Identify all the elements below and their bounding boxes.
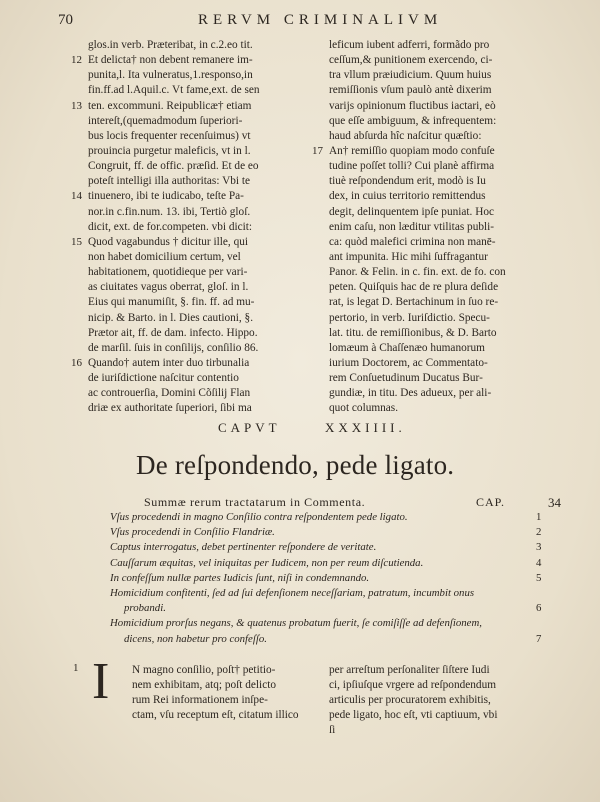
text-line	[71, 53, 328, 68]
summary-item-text: Vſus procedendi in magno Conſilio contra reſpondentem pede ligato.	[110, 511, 408, 523]
line-text: dex, in cuius territorio remittendus	[329, 190, 486, 203]
body-line: ctam, vſu receptum eſt, citatum illico	[132, 709, 299, 722]
body-line: ci, ipſiuſque vrgere ad reſpondendum	[329, 679, 496, 692]
summary-item-text: probandi.	[124, 602, 166, 615]
page-header	[58, 12, 548, 34]
text-line	[329, 386, 569, 401]
body-line: ſi	[329, 724, 336, 737]
line-text: punita,l. Ita vulneratus,1.responso,in	[88, 69, 253, 82]
line-text: remiſſionis vſum paulò antè dixerim	[329, 84, 492, 97]
line-text: intereſt,(quemadmodum ſuperiori-	[88, 114, 243, 127]
paragraph-marker: 1	[73, 662, 79, 674]
summary-item	[88, 541, 558, 556]
body-line: nem exhibitam, atq; poſt delicto	[132, 679, 277, 692]
margin-number: 14	[71, 190, 82, 203]
line-text: lat. titu. de remiſſionibus, & D. Barto	[329, 326, 497, 339]
text-line	[329, 401, 569, 416]
summary-item	[88, 557, 558, 572]
summary-item-number: 2	[536, 526, 542, 539]
line-text: nicip. & Barto. in l. Dies cautioni, §.	[88, 311, 254, 324]
text-line	[88, 220, 328, 235]
text-line	[329, 99, 569, 114]
line-text: iurium Doctorem, ac Commentato-	[329, 356, 488, 369]
drop-capital: I	[92, 653, 110, 710]
summary-item-text: In confeſſum nullæ partes Iudicis ſunt, niſi in condemnando.	[110, 571, 370, 584]
text-line	[71, 235, 328, 250]
summary-item	[88, 511, 558, 526]
text-line	[329, 326, 569, 341]
summary-item-number: 4	[536, 556, 542, 569]
text-line	[88, 114, 328, 129]
text-line	[329, 68, 569, 83]
margin-number: 16	[71, 356, 82, 369]
summary-item	[88, 617, 558, 632]
text-line	[329, 341, 569, 356]
text-line	[329, 38, 569, 53]
line-text: Prætor ait, ff. de dam. infecto. Hippo.	[88, 326, 258, 339]
summary-item-number: 6	[536, 602, 542, 615]
line-text: tra vllum præiudicium. Quum huius	[329, 69, 492, 82]
body-right-column	[329, 663, 559, 738]
line-text: non habet domicilium certum, vel	[88, 250, 241, 263]
summary-item	[88, 572, 558, 587]
text-line	[329, 235, 569, 250]
line-text: de iuriſdictione naſcitur contentio	[88, 372, 239, 385]
line-text: peten. Quiſquis hac de re plura deſide	[329, 281, 499, 294]
text-line	[329, 129, 569, 144]
body-line: pede ligato, hoc eſt, vti captiuum, vbi	[329, 709, 498, 722]
summary-item-text: Vſus procedendi in Conſilio Flandriæ.	[110, 526, 275, 539]
body-line: rum Rei informationem inſpe-	[132, 694, 268, 707]
chapter-title: De reſpondendo, pede ligato.	[136, 450, 455, 480]
summary-item-text: Homicidium confitenti, ſed ad ſui defenſionem neceſſariam, patratum, incumbit onus	[110, 586, 475, 599]
summary-item	[88, 526, 558, 541]
text-line	[329, 205, 569, 220]
line-text: que eſſe ambiguum, & infrequentem:	[329, 114, 497, 127]
text-line	[329, 159, 569, 174]
line-text: nor.in c.fin.num. 13. ibi, Tertiò gloſ.	[88, 205, 251, 218]
text-line	[71, 189, 328, 204]
text-line	[329, 356, 569, 371]
summary-item-text: Captus interrogatus, debet pertinenter reſpondere de veritate.	[110, 541, 377, 554]
text-line	[88, 205, 328, 220]
margin-number: 12	[71, 54, 82, 67]
text-line	[88, 341, 328, 356]
line-text: dicit, ext. de for.competen. vbi dicit:	[88, 220, 253, 233]
text-line	[329, 220, 569, 235]
line-text: varijs opinionum fluctibus iactari, eò	[329, 99, 496, 112]
line-text: ac controuerſia, Domini Cõſilij Flan	[88, 387, 251, 400]
text-line	[88, 311, 328, 326]
summary-item-number: 5	[536, 571, 542, 584]
text-line	[88, 159, 328, 174]
line-text: An† remiſſio quopiam modo confuſe	[329, 144, 495, 157]
line-text: pertorio, in verb. Iuriſdictio. Specu-	[329, 311, 490, 324]
line-text: gundiæ, in titu. Des adueux, per ali-	[329, 387, 492, 400]
line-text: Quando† autem inter duo tirbunalia	[88, 356, 250, 369]
line-text: leficum iubent adferri, formãdo pro	[329, 39, 490, 51]
text-line	[329, 174, 569, 189]
line-text: enim caſu, non læditur vtilitas publi-	[329, 220, 495, 233]
summary-label: Summæ rerum tractatarum in Commenta.	[144, 495, 366, 509]
line-text: fin.ff.ad l.Aquil.c. Vt fame,ext. de sen	[88, 84, 260, 97]
text-line	[71, 99, 328, 114]
summary-cap-label: CAP.	[476, 495, 506, 509]
summary-item	[88, 587, 558, 602]
text-line	[88, 371, 328, 386]
line-text: Quod vagabundus † dicitur ille, qui	[88, 235, 249, 248]
body-left-column	[88, 663, 318, 723]
summary-item	[88, 602, 558, 617]
text-line	[329, 53, 569, 68]
body-line: articulis per procuratorem exhibitis,	[329, 694, 491, 707]
text-line	[88, 386, 328, 401]
line-text: tinuenero, ibi te iudicabo, teſte Pa-	[88, 190, 244, 203]
line-text: lomæum à Chaſſenæo humanorum	[329, 341, 485, 354]
summary-list	[88, 511, 558, 648]
line-text: Panor. & Felin. in c. fin. ext. de fo. con	[329, 266, 506, 279]
line-text: ten. excommuni. Reipublicæ† etiam	[88, 99, 252, 112]
text-line	[88, 326, 328, 341]
text-line	[329, 280, 569, 295]
text-line	[88, 68, 328, 83]
text-line	[88, 265, 328, 280]
body-line: N magno conſilio, poſt† petitio-	[132, 664, 276, 676]
chapter-label: CAPVT	[218, 420, 281, 435]
text-line	[88, 38, 328, 53]
summary-item-number: 1	[536, 511, 542, 523]
text-line	[329, 83, 569, 98]
text-line	[88, 295, 328, 310]
line-text: driæ ex authoritate ſuperiori, ſibi ma	[88, 402, 252, 415]
text-line	[329, 311, 569, 326]
line-text: habitationem, quotidieque per vari-	[88, 266, 248, 279]
line-text: tudine poſſet tolli? Cui planè affirma	[329, 160, 495, 173]
line-text: tiuè reſpondendum erit, modò is Iu	[329, 175, 486, 188]
line-text: prouincia purgetur maleficis, vt in l.	[88, 144, 251, 157]
running-title: RERVM CRIMINALIVM	[198, 12, 443, 28]
line-text: bus locis frequenter recenſuimus) vt	[88, 129, 251, 142]
line-text: de marſil. ſuis in conſilijs, conſilio 86.	[88, 341, 259, 354]
text-line	[88, 144, 328, 159]
line-text: ceſſum,& punitionem exercendo, ci-	[329, 54, 493, 67]
line-text: ca: quòd malefici crimina non manē-	[329, 235, 496, 248]
summary-item	[88, 633, 558, 648]
text-line	[329, 250, 569, 265]
line-text: haud abſurda hîc naſcitur quæſtio:	[329, 129, 482, 142]
right-column	[312, 38, 569, 417]
margin-number: 15	[71, 235, 82, 248]
line-text: Eius qui manumiſit, §. fin. ff. ad mu-	[88, 296, 255, 309]
line-text: ant impunita. Hic mihi ſuffragantur	[329, 250, 488, 263]
summary-header	[88, 495, 568, 511]
text-line	[329, 114, 569, 129]
summary-cap-number: 34	[548, 495, 561, 510]
margin-number: 13	[71, 99, 82, 112]
chapter-number: XXXIIII.	[325, 420, 406, 435]
text-line	[329, 371, 569, 386]
summary-item-text: Cauſſarum æquitas, vel iniquitas per Iudicem, non per reum diſcutienda.	[110, 556, 424, 569]
summary-item-number: 3	[536, 541, 542, 554]
summary-item-text: Homicidium prorſus negans, & quatenus probatum fuerit, ſe comiſiſſe ad defenſionem,	[110, 617, 482, 630]
text-line	[88, 280, 328, 295]
summary-item-text: dicens, non habetur pro confeſſo.	[124, 632, 267, 645]
text-line	[88, 250, 328, 265]
body-line: per arreſtum perſonaliter ſiſtere Iudi	[329, 664, 490, 676]
text-line	[88, 83, 328, 98]
text-line	[88, 401, 328, 416]
text-line	[312, 144, 569, 159]
margin-number: 17	[312, 144, 323, 157]
left-column	[71, 38, 328, 417]
text-line	[71, 356, 328, 371]
page-number: 70	[58, 12, 73, 28]
line-text: rem Conſuetudinum Ducatus Bur-	[329, 372, 483, 385]
line-text: poteſt intelligi illa authoritas: Vbi te	[88, 175, 251, 188]
text-line	[88, 174, 328, 189]
line-text: as ciuitates vagus oberrat, gloſ. in l.	[88, 281, 249, 294]
line-text: quot columnas.	[329, 402, 399, 415]
text-line	[329, 189, 569, 204]
line-text: degit, delinquentem ipſe puniat. Hoc	[329, 205, 495, 218]
text-line	[88, 129, 328, 144]
line-text: Et delicta† non debent remanere im-	[88, 54, 253, 67]
line-text: Congruit, ff. de offic. præſid. Et de eo	[88, 160, 259, 173]
line-text: rat, is legat D. Bertachinum in ſuo re-	[329, 296, 499, 309]
text-line	[329, 265, 569, 280]
text-line	[329, 295, 569, 310]
line-text: glos.in verb. Præteribat, in c.2.eo tit.	[88, 39, 253, 51]
summary-item-number: 7	[536, 632, 542, 645]
